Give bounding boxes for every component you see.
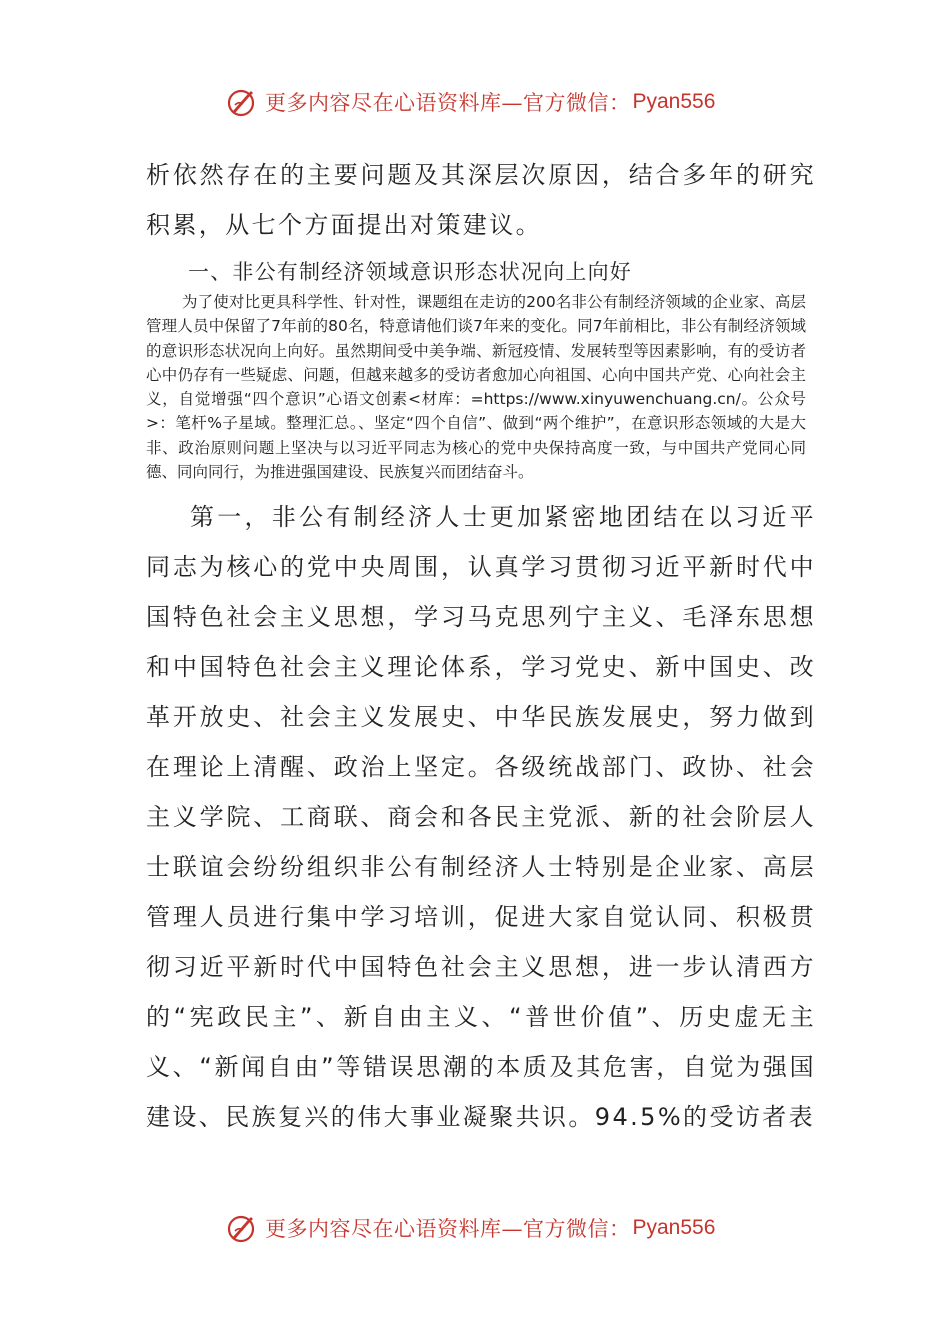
header-banner [225, 82, 715, 122]
wechat-id: Pyan556 [632, 90, 716, 113]
banner-text: 更多内容尽在心语资料库—官方微信： [265, 91, 631, 115]
wechat-id: Pyan556 [632, 1216, 716, 1239]
pen-circle-icon [225, 1211, 259, 1245]
small-paragraph: 为了使对比更具科学性、针对性，课题组在走访的200名非公有制经济领域的企业家、高层管理人员中保留了7年前的80名，特意请他们谈7年来的变化。同7年前相比，非公有制经济领域的意识形态状况向上向好。虽然期间受中美争端、新冠疫情、发展转型等因素影响，有的受访者心中仍存有一些疑虑、问题，但越来越多的受访者愈加心向祖国、心向中国共产党、心向社会主义，自觉增强“四个意识”心语文创素<材库：=https://www.xinyuwenchuang.cn/。公众号>：笔杆%子星域。整理汇总。、坚定“四个自信”、做到“两个维护”，在意识形态领域的大是大非、政治原则问题上坚决与以习近平同志为核心的党中央保持高度一致，与中国共产党同心同德、同向同行，为推进强国建设、民族复兴而团结奋斗。 [146, 293, 806, 482]
banner-text: 更多内容尽在心语资料库—官方微信： [265, 1217, 631, 1241]
section-heading: 一、非公有制经济领域意识形态状况向上向好 [188, 260, 632, 284]
pen-circle-icon [225, 85, 259, 119]
main-paragraph: 第一，非公有制经济人士更加紧密地团结在以习近平同志为核心的党中央周围，认真学习贯彻习近平新时代中国特色社会主义思想，学习马克思列宁主义、毛泽东思想和中国特色社会主义理论体系，学习党史、新中国史、改革开放史、社会主义发展史、中华民族发展史，努力做到在理论上清醒、政治上坚定。各级统战部门、政协、社会主义学院、工商联、商会和各民主党派、新的社会阶层人士联谊会纷纷组织非公有制经济人士特别是企业家、高层管理人员进行集中学习培训，促进大家自觉认同、积极贯彻习近平新时代中国特色社会主义思想，进一步认清西方的“宪政民主”、新自由主义、“普世价值”、历史虚无主义、“新闻自由”等错误思潮的本质及其危害，自觉为强国建设、民族复兴的伟大事业凝聚共识。94.5%的受访者表 [146, 503, 816, 1132]
document-body [146, 150, 816, 1142]
continuation-paragraph: 析依然存在的主要问题及其深层次原因，结合多年的研究积累，从七个方面提出对策建议。 [146, 161, 816, 239]
footer-banner [225, 1208, 715, 1248]
